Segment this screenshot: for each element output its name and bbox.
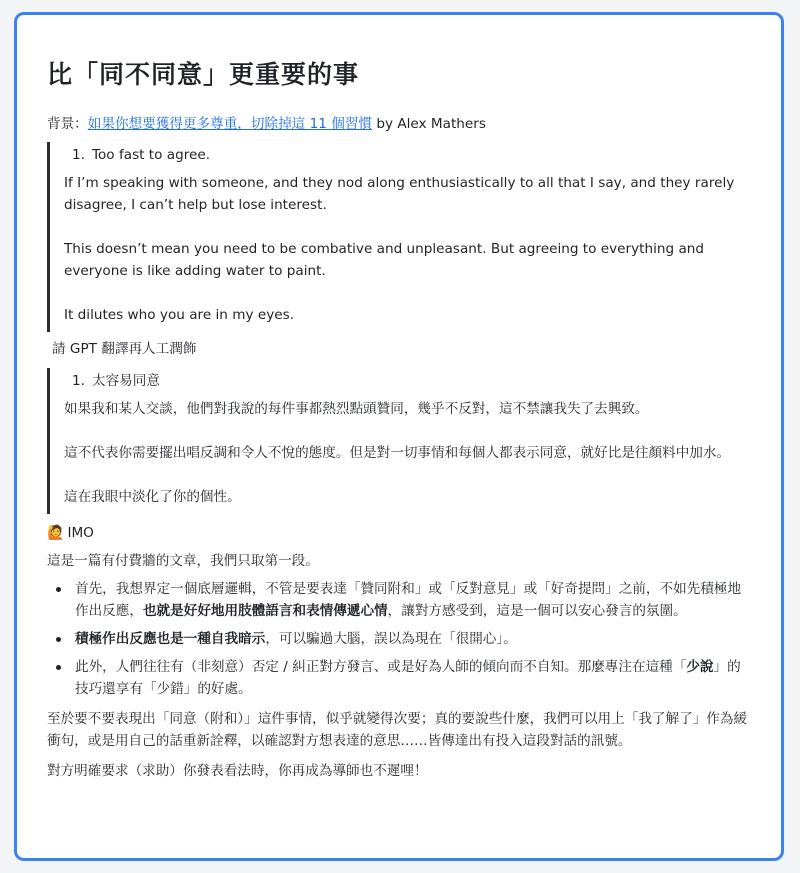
bullet-icon — [56, 637, 61, 642]
background-author: by Alex Mathers — [372, 116, 486, 132]
english-quote-block — [47, 142, 749, 332]
conclusion-paragraph: 至於要不要表現出「同意（附和）」這件事情，似乎就變得次要；真的要說些什麼，我們可以用上「我了解了」作為緩衝句，或是用自己的話重新詮釋，以確認對方想表達的意思……皆傳達出有投入這段對話的訊號。 — [47, 711, 748, 749]
imo-heading — [47, 522, 749, 544]
chinese-quote-paragraph: 如果我和某人交談，他們對我說的每件事都熱烈點頭贊同，幾乎不反對，這不禁讓我失了去興致。 — [64, 401, 649, 417]
background-prefix: 背景： — [47, 116, 88, 132]
page-title: 比「同不同意」更重要的事 — [47, 60, 360, 89]
list-item: 積極作出反應也是一種自我暗示，可以騙過大腦，誤以為現在「很開心」。 — [47, 628, 749, 650]
list-number: 1. — [72, 147, 85, 163]
list-item: 此外，人們往往有（非刻意）否定 / 糾正對方發言、或是好為人師的傾向而不自知。那麼專注在這種「少說」的技巧還享有「少錯」的好處。 — [47, 656, 749, 700]
chinese-quote-item — [64, 370, 749, 392]
english-quote-item — [64, 144, 749, 166]
source-article-link[interactable]: 如果你想要獲得更多尊重，切除掉這 11 個習慣 — [87, 116, 373, 132]
opinion-list — [47, 578, 749, 700]
raising-hand-icon: 🙋 — [47, 525, 65, 541]
list-number: 1. — [72, 373, 85, 389]
background-line — [47, 113, 749, 135]
intro-paragraph: 這是一篇有付費牆的文章，我們只取第一段。 — [47, 553, 319, 569]
imo-label: IMO — [67, 525, 94, 541]
bullet-icon — [56, 587, 61, 592]
chinese-quote-paragraph: 這不代表你需要擺出唱反調和令人不悅的態度。但是對一切事情和每個人都表示同意，就好比是往顏料中加水。 — [64, 445, 731, 461]
list-item: 首先，我想界定一個底層邏輯，不管是要表達「贊同附和」或「反對意見」或「好奇提問」之前，不如先積極地作出反應，也就是好好地用肢體語言和表情傳遞心情，讓對方感受到，這是一個可以安心發言的氛圍。 — [47, 578, 749, 622]
article-card — [14, 12, 784, 861]
chinese-quote-item-text: 太容易同意 — [92, 373, 160, 389]
chinese-quote-paragraph: 這在我眼中淡化了你的個性。 — [64, 489, 241, 505]
english-quote-item-text: Too fast to agree. — [92, 147, 211, 163]
bullet-icon — [56, 665, 61, 670]
chinese-quote-block — [47, 368, 749, 514]
translation-note: 請 GPT 翻譯再人工潤飾 — [52, 341, 197, 357]
english-quote-paragraph: It dilutes who you are in my eyes. — [64, 307, 295, 323]
closing-paragraph: 對方明確要求（求助）你發表看法時，你再成為導師也不遲哩！ — [47, 763, 428, 779]
english-quote-paragraph: If I’m speaking with someone, and they nod along enthusiastically to all that I say, and they rarely disagree, I can’t help but lose interest. — [64, 175, 735, 213]
english-quote-paragraph: This doesn’t mean you need to be combative and unpleasant. But agreeing to everything and everyone is like adding water to paint. — [64, 241, 705, 279]
